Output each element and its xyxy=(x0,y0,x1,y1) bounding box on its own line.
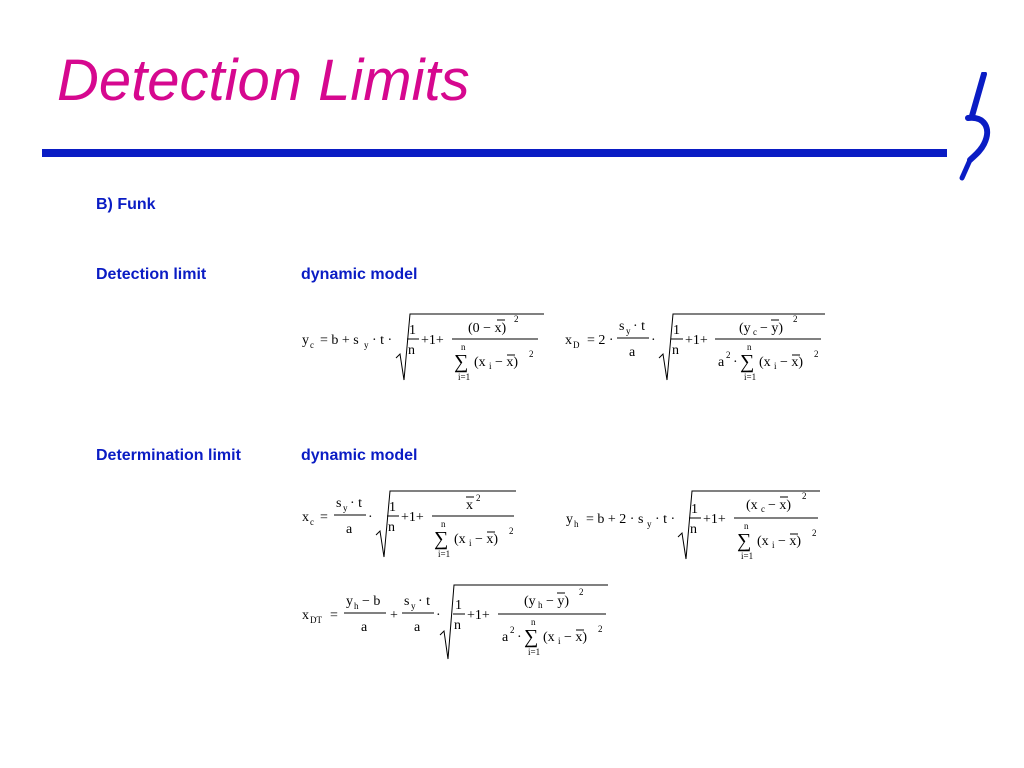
svg-text:y: y xyxy=(411,601,416,611)
svg-text:n: n xyxy=(441,519,446,529)
svg-text:y: y xyxy=(647,519,652,529)
svg-text:(x: (x xyxy=(759,355,771,370)
svg-text:1: 1 xyxy=(691,502,698,517)
svg-text:+1+: +1+ xyxy=(703,512,726,527)
svg-text:− x): − x) xyxy=(768,498,792,513)
svg-text:1: 1 xyxy=(673,323,680,338)
svg-text:+1+: +1+ xyxy=(421,333,444,348)
svg-text:n: n xyxy=(454,618,461,633)
svg-text:2: 2 xyxy=(510,625,515,635)
svg-text:x: x xyxy=(302,510,309,525)
svg-text:a: a xyxy=(414,620,421,635)
svg-text:s: s xyxy=(336,496,342,511)
svg-text:2: 2 xyxy=(579,587,584,597)
svg-text:· t: · t xyxy=(350,496,363,511)
svg-text:− x): − x) xyxy=(475,532,499,547)
svg-text:i=1: i=1 xyxy=(438,549,451,559)
formula-yh-determination xyxy=(564,487,824,572)
svg-text:∑: ∑ xyxy=(454,351,469,373)
svg-text:(x: (x xyxy=(474,355,486,370)
svg-text:i: i xyxy=(772,540,775,550)
svg-text:a: a xyxy=(361,620,368,635)
svg-text:· t: · t xyxy=(633,319,646,334)
svg-text:y: y xyxy=(566,512,573,527)
svg-text:y: y xyxy=(626,326,631,336)
svg-text:− y): − y) xyxy=(546,594,570,609)
svg-text:− x): − x) xyxy=(778,534,802,549)
svg-text:1: 1 xyxy=(409,323,416,338)
svg-text:i=1: i=1 xyxy=(528,647,541,657)
svg-text:∑: ∑ xyxy=(524,626,539,648)
svg-text:=: = xyxy=(330,608,338,623)
svg-text:= b + s: = b + s xyxy=(320,333,359,348)
svg-text:c: c xyxy=(753,327,757,337)
svg-text:c: c xyxy=(761,504,765,514)
svg-text:i=1: i=1 xyxy=(744,372,757,382)
formula-xc-determination xyxy=(300,487,530,572)
svg-text:i=1: i=1 xyxy=(741,551,754,561)
svg-text:·: · xyxy=(733,355,738,370)
svg-text:D: D xyxy=(573,340,580,350)
svg-text:= 2 ·: = 2 · xyxy=(587,333,614,348)
svg-text:− x): − x) xyxy=(495,355,519,370)
formula-xd-detection xyxy=(563,308,833,393)
title-underline xyxy=(42,149,947,157)
svg-text:n: n xyxy=(388,520,395,535)
svg-text:1: 1 xyxy=(455,598,462,613)
svg-text:i: i xyxy=(774,361,777,371)
svg-text:+1+: +1+ xyxy=(685,333,708,348)
svg-text:1: 1 xyxy=(389,500,396,515)
svg-text:· t ·: · t · xyxy=(655,512,676,527)
svg-text:− y): − y) xyxy=(760,321,784,336)
svg-text:a: a xyxy=(346,522,353,537)
svg-text:+1+: +1+ xyxy=(467,608,490,623)
svg-text:y: y xyxy=(343,503,348,513)
svg-text:=: = xyxy=(320,510,328,525)
svg-text:·: · xyxy=(517,630,522,645)
svg-text:i: i xyxy=(558,636,561,646)
svg-text:∑: ∑ xyxy=(737,530,752,552)
svg-text:c: c xyxy=(310,340,314,350)
svg-text:a: a xyxy=(629,345,636,360)
determination-model-label: dynamic model xyxy=(301,447,418,464)
svg-text:· t: · t xyxy=(418,594,431,609)
svg-text:2: 2 xyxy=(514,314,519,324)
svg-text:y: y xyxy=(346,594,353,609)
svg-text:2: 2 xyxy=(509,526,514,536)
svg-text:∑: ∑ xyxy=(740,351,755,373)
stylized-lambda-logo-icon xyxy=(948,72,1008,187)
svg-text:h: h xyxy=(538,600,543,610)
svg-text:2: 2 xyxy=(814,349,819,359)
formula-xdt-determination xyxy=(300,583,620,670)
svg-text:− x): − x) xyxy=(564,630,588,645)
svg-text:a: a xyxy=(718,355,725,370)
svg-text:n: n xyxy=(461,342,466,352)
svg-text:a: a xyxy=(502,630,509,645)
detection-limit-label: Detection limit xyxy=(96,266,207,283)
svg-text:n: n xyxy=(747,342,752,352)
formula-yc-detection xyxy=(300,308,550,393)
determination-limit-label: Determination limit xyxy=(96,447,241,464)
svg-text:(0 − x): (0 − x) xyxy=(468,321,507,336)
svg-text:x: x xyxy=(565,333,572,348)
svg-text:y: y xyxy=(364,340,369,350)
svg-text:i: i xyxy=(489,361,492,371)
svg-text:s: s xyxy=(404,594,410,609)
section-label: B) Funk xyxy=(96,196,156,213)
slide-title: Detection Limits xyxy=(57,48,470,113)
svg-text:2: 2 xyxy=(726,350,731,360)
svg-text:∑: ∑ xyxy=(434,528,449,550)
svg-text:DT: DT xyxy=(310,615,322,625)
svg-text:(x: (x xyxy=(757,534,769,549)
svg-text:·: · xyxy=(436,608,441,623)
svg-text:(x: (x xyxy=(746,498,758,513)
svg-text:y: y xyxy=(302,333,309,348)
detection-model-label: dynamic model xyxy=(301,266,418,283)
svg-text:h: h xyxy=(354,601,359,611)
svg-text:n: n xyxy=(672,343,679,358)
svg-text:2: 2 xyxy=(529,349,534,359)
svg-text:(x: (x xyxy=(543,630,555,645)
svg-text:(x: (x xyxy=(454,532,466,547)
svg-text:x: x xyxy=(302,608,309,623)
svg-text:n: n xyxy=(744,521,749,531)
svg-text:s: s xyxy=(619,319,625,334)
svg-text:+: + xyxy=(390,608,398,623)
svg-text:·: · xyxy=(651,333,656,348)
svg-text:2: 2 xyxy=(476,493,481,503)
svg-text:h: h xyxy=(574,519,579,529)
svg-text:n: n xyxy=(531,617,536,627)
svg-text:n: n xyxy=(690,522,697,537)
svg-text:2: 2 xyxy=(793,314,798,324)
svg-text:· t ·: · t · xyxy=(372,333,393,348)
svg-text:i: i xyxy=(469,538,472,548)
svg-text:2: 2 xyxy=(812,528,817,538)
svg-text:x: x xyxy=(466,498,473,513)
svg-text:·: · xyxy=(368,510,373,525)
svg-text:n: n xyxy=(408,343,415,358)
svg-text:i=1: i=1 xyxy=(458,372,471,382)
svg-text:(y: (y xyxy=(524,594,536,609)
svg-text:(y: (y xyxy=(739,321,751,336)
svg-text:− x): − x) xyxy=(780,355,804,370)
svg-text:− b: − b xyxy=(362,594,381,609)
svg-text:2: 2 xyxy=(802,491,807,501)
svg-text:+1+: +1+ xyxy=(401,510,424,525)
svg-text:2: 2 xyxy=(598,624,603,634)
svg-text:= b + 2 · s: = b + 2 · s xyxy=(586,512,644,527)
svg-text:c: c xyxy=(310,517,314,527)
